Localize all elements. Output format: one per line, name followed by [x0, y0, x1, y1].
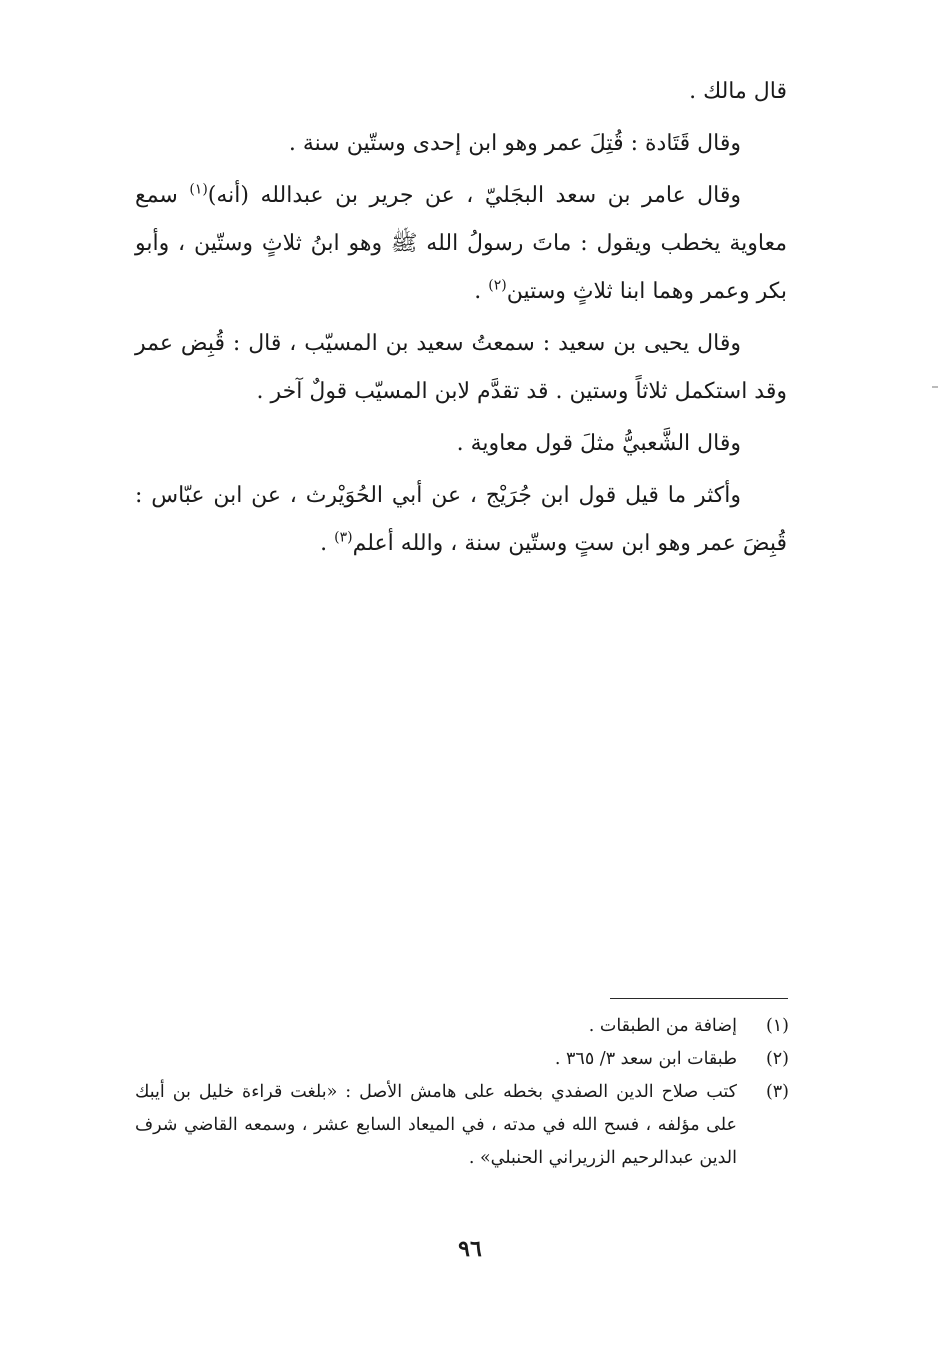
paragraph-text: سمع معاوية يخطب ويقول : ماتَ رسولُ الله ﷺ وهو ابنُ ثلاثٍ وستّين ، وأبو بكر وعمر وهما ابنا ثلاثٍ وستين	[135, 183, 787, 304]
footnote-2	[135, 1043, 789, 1076]
paragraph-5	[135, 420, 787, 468]
paragraph-text: .	[474, 279, 489, 304]
footnote-text: طبقات ابن سعد ٣/ ٣٦٥ .	[554, 1049, 737, 1069]
footnote-ref-3[interactable]: (٣)	[334, 529, 353, 546]
footnote-divider	[610, 998, 788, 999]
paragraph-3	[135, 172, 787, 316]
footnote-3	[135, 1076, 789, 1175]
page-number: ٩٦	[458, 1236, 482, 1262]
footnote-1	[135, 1010, 789, 1043]
paragraph-text: وأكثر ما قيل قول ابن جُرَيْج ، عن أبي الحُوَيْرث ، عن ابن عبّاس : قُبِضَ عمر وهو ابن ستٍ وستّين سنة ، والله أعلم	[135, 483, 787, 556]
main-text	[135, 68, 787, 572]
paragraph-2	[135, 120, 787, 168]
paragraph-text: وقال قَتَادة : قُتِلَ عمر وهو ابن إحدى وستّين سنة .	[288, 131, 741, 156]
paragraph-text: وقال الشَّعبيُّ مثلَ قول معاوية .	[456, 431, 741, 456]
paragraph-text: .	[320, 531, 335, 556]
paragraph-text: وقال يحيى بن سعيد : سمعتُ سعيد بن المسيّب ، قال : قُبِض عمر وقد استكمل ثلاثاً وستين . قد تقدَّم لابن المسيّب قولٌ آخر .	[135, 331, 787, 404]
footnote-ref-1[interactable]: (١)	[189, 181, 208, 198]
paragraph-1	[135, 68, 787, 116]
footnote-text: إضافة من الطبقات .	[588, 1016, 737, 1036]
footnote-text: كتب صلاح الدين الصفدي بخطه على هامش الأصل : «بلغت قراءة خليل بن أيبك على مؤلفه ، فسح الله في مدته ، في الميعاد السابع عشر ، وسمعه القاضي شرف الدين عبدالرحيم الزريراني الحنبلي» .	[135, 1082, 737, 1168]
footnote-number: (١)	[765, 1016, 789, 1036]
footnote-number: (٢)	[765, 1049, 789, 1069]
footnote-ref-2[interactable]: (٢)	[488, 277, 507, 294]
footnotes	[135, 1010, 789, 1175]
margin-mark	[932, 386, 938, 388]
paragraph-text: وقال عامر بن سعد البجَليّ ، عن جرير بن عبدالله (أنه)	[207, 183, 741, 208]
paragraph-4	[135, 320, 787, 416]
paragraph-6	[135, 472, 787, 568]
footnote-number: (٣)	[765, 1082, 789, 1102]
paragraph-text: قال مالك .	[689, 79, 787, 104]
